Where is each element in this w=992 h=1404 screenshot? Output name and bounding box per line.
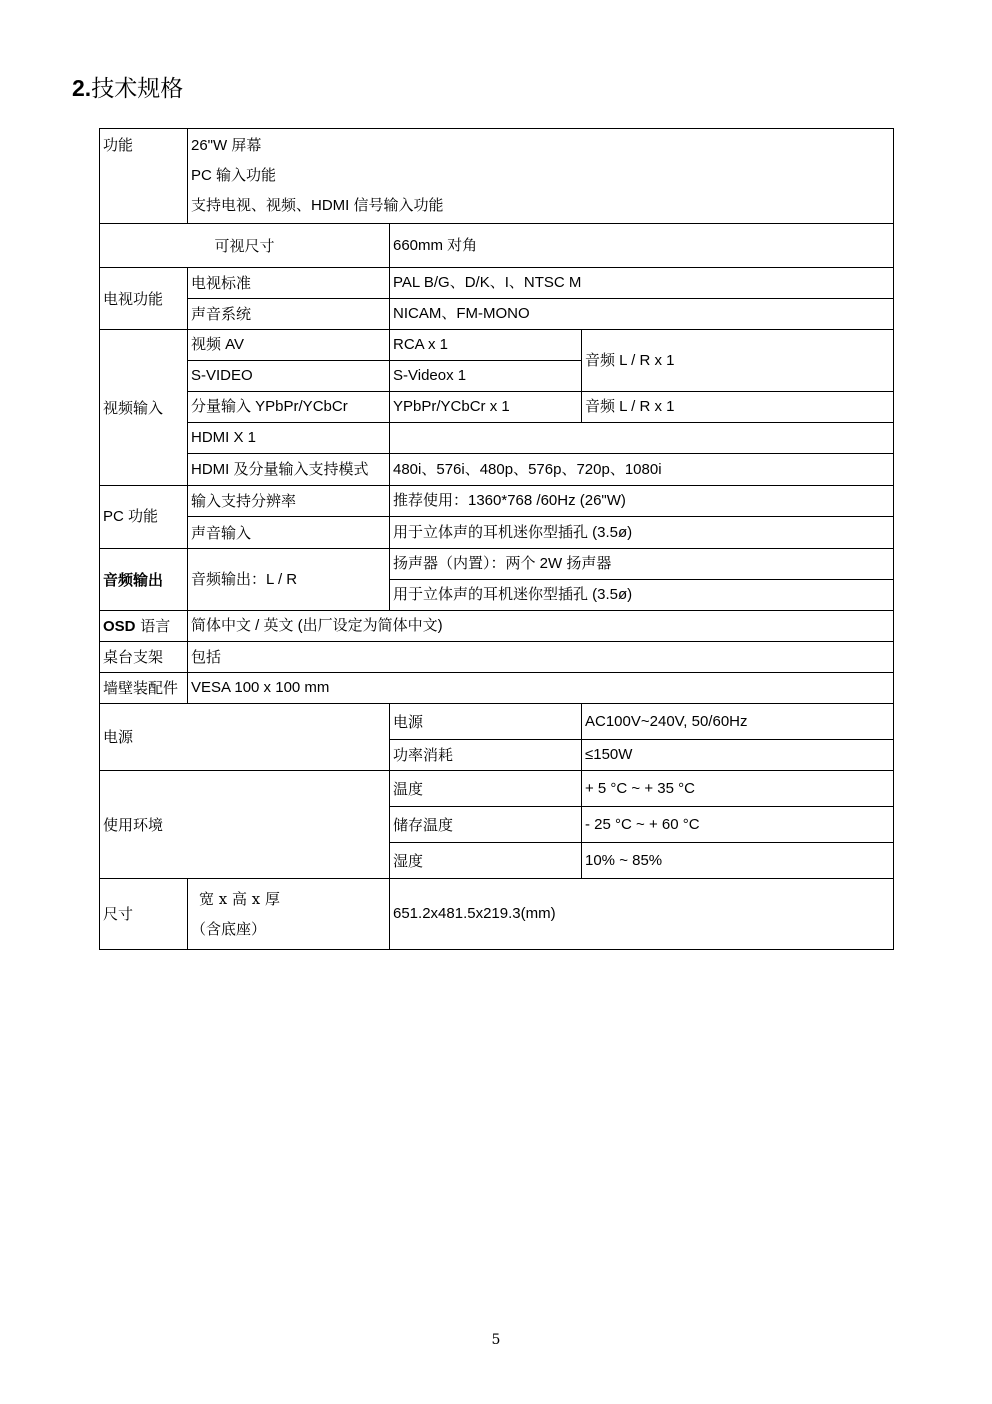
- video-av-audio: 音频 L / R x 1: [582, 330, 894, 392]
- video-modes-label: HDMI 及分量输入支持模式: [188, 454, 390, 486]
- pc-resolution-value: 推荐使用：1360*768 /60Hz (26"W): [390, 486, 894, 517]
- dimensions-label: 尺寸: [100, 879, 188, 950]
- viewable-label: 可视尺寸: [100, 224, 390, 268]
- tv-audio-value: NICAM、FM-MONO: [390, 299, 894, 330]
- tv-label: 电视功能: [100, 268, 188, 330]
- row-power-supply: [100, 704, 894, 740]
- row-osd: [100, 611, 894, 642]
- tv-standard-label: 电视标准: [188, 268, 390, 299]
- viewable-value: 660mm 对角: [390, 224, 894, 268]
- row-audio-speaker: [100, 549, 894, 580]
- wall-mount-value: VESA 100 x 100 mm: [188, 673, 894, 704]
- power-supply-label: 电源: [390, 704, 582, 740]
- row-pc-audio: [100, 517, 894, 549]
- osd-value: 简体中文 / 英文 (出厂设定为简体中文): [188, 611, 894, 642]
- power-consumption-value: ≤150W: [582, 740, 894, 771]
- row-pc-resolution: [100, 486, 894, 517]
- env-humidity-value: 10% ~ 85%: [582, 843, 894, 879]
- osd-label: [100, 611, 188, 642]
- power-supply-value: AC100V~240V, 50/60Hz: [582, 704, 894, 740]
- env-storage-value: - 25 °C ~ + 60 °C: [582, 807, 894, 843]
- env-temp-label: 温度: [390, 771, 582, 807]
- row-dimensions: [100, 879, 894, 950]
- osd-label-bold: OSD: [103, 617, 136, 635]
- env-humidity-label: 湿度: [390, 843, 582, 879]
- function-line-2: PC 输入功能: [191, 167, 277, 184]
- row-function: [100, 129, 894, 224]
- row-video-hdmi: [100, 423, 894, 454]
- row-tv-audio: [100, 299, 894, 330]
- pc-resolution-label: 输入支持分辨率: [188, 486, 390, 517]
- row-video-component: [100, 392, 894, 423]
- audio-speaker-value: 扬声器（内置）：两个 2W 扬声器: [390, 549, 894, 580]
- power-consumption-label: 功率消耗: [390, 740, 582, 771]
- row-video-modes: [100, 454, 894, 486]
- video-hdmi-empty: [390, 423, 894, 454]
- row-wall-mount: [100, 673, 894, 704]
- spec-table: [99, 128, 894, 950]
- dimensions-value: 651.2x481.5x219.3(mm): [390, 879, 894, 950]
- video-component-value: YPbPr/YCbCr x 1: [390, 392, 582, 423]
- dimensions-sub-line-1: 宽 x 高 x 厚: [199, 890, 280, 908]
- function-line-3: 支持电视、视频、HDMI 信号输入功能: [191, 197, 444, 214]
- video-svideo-label: S-VIDEO: [188, 361, 390, 392]
- video-input-label: 视频输入: [100, 330, 188, 486]
- heading-number: 2.: [72, 75, 92, 101]
- wall-mount-label: 墙壁装配件: [100, 673, 188, 704]
- function-label: 功能: [100, 129, 188, 224]
- dimensions-sub: [188, 879, 390, 950]
- row-env-temp: [100, 771, 894, 807]
- power-label: 电源: [100, 704, 390, 771]
- audio-headphone-value: 用于立体声的耳机迷你型插孔 (3.5ø): [390, 580, 894, 611]
- stand-label: 桌台支架: [100, 642, 188, 673]
- video-modes-value: 480i、576i、480p、576p、720p、1080i: [390, 454, 894, 486]
- video-svideo-value: S-Videox 1: [390, 361, 582, 392]
- dimensions-sub-line-2: （含底座）: [191, 920, 267, 938]
- row-tv-standard: [100, 268, 894, 299]
- row-stand: [100, 642, 894, 673]
- video-component-label: 分量输入 YPbPr/YCbCr: [188, 392, 390, 423]
- pc-audio-label: 声音输入: [188, 517, 390, 549]
- page-heading: [72, 70, 183, 103]
- environment-label: 使用环境: [100, 771, 390, 879]
- env-temp-value: + 5 °C ~ + 35 °C: [582, 771, 894, 807]
- tv-audio-label: 声音系统: [188, 299, 390, 330]
- video-av-label: 视频 AV: [188, 330, 390, 361]
- video-av-value: RCA x 1: [390, 330, 582, 361]
- function-line-1: 26"W 屏幕: [191, 137, 262, 154]
- video-hdmi-label: HDMI X 1: [188, 423, 390, 454]
- pc-label: PC 功能: [100, 486, 188, 549]
- heading-title: 技术规格: [91, 76, 184, 102]
- audio-output-label: 音频输出: [100, 549, 188, 611]
- row-viewable: [100, 224, 894, 268]
- audio-output-sub-label: 音频输出：L / R: [188, 549, 390, 611]
- page-number: 5: [491, 1332, 501, 1348]
- function-values: [188, 129, 894, 224]
- row-video-av: [100, 330, 894, 361]
- env-storage-label: 储存温度: [390, 807, 582, 843]
- stand-value: 包括: [188, 642, 894, 673]
- video-component-audio: 音频 L / R x 1: [582, 392, 894, 423]
- tv-standard-value: PAL B/G、D/K、I、NTSC M: [390, 268, 894, 299]
- osd-label-rest: 语言: [135, 616, 171, 635]
- pc-audio-value: 用于立体声的耳机迷你型插孔 (3.5ø): [390, 517, 894, 549]
